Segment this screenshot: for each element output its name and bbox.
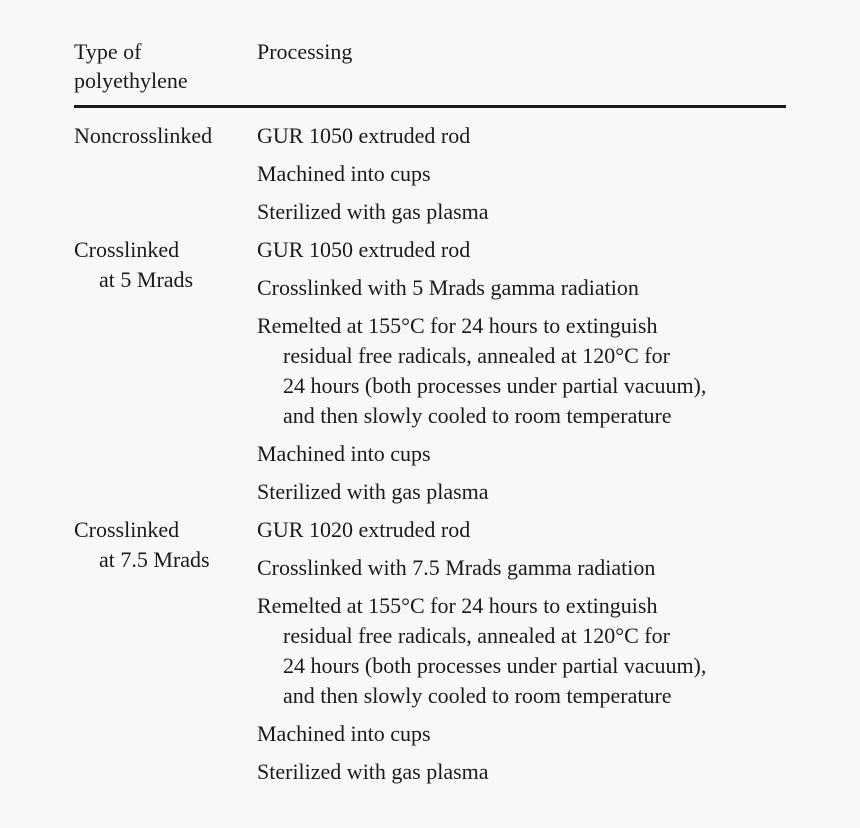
processing-step-line: GUR 1050 extruded rod [257,123,471,148]
processing-step [257,159,786,189]
processing-step-line: Remelted at 155°C for 24 hours to extinguish [257,593,658,618]
processing-step [257,439,786,469]
polyethylene-type-line: Noncrosslinked [74,123,213,148]
processing-step [257,121,786,151]
processing-step [257,235,786,265]
processing-step [257,757,786,787]
polyethylene-type-line: at 5 Mrads [99,267,194,292]
processing-step-line: residual free radicals, annealed at 120°C for [283,623,670,648]
processing-step [257,553,786,583]
processing-step [257,591,786,711]
processing-step-line: and then slowly cooled to room temperature [283,683,672,708]
processing-step [257,273,786,303]
processing-header: Processing [257,39,353,64]
processing-step-line: Machined into cups [257,161,431,186]
processing-step-line: Sterilized with gas plasma [257,479,489,504]
polyethylene-type [74,515,257,795]
table-body [74,108,786,795]
table-row [74,121,786,235]
table-header [74,37,786,105]
processing-step-line: GUR 1020 extruded rod [257,517,471,542]
processing-steps [257,515,786,795]
processing-step-line: Machined into cups [257,721,431,746]
processing-step-line: Machined into cups [257,441,431,466]
processing-step-line: residual free radicals, annealed at 120°C for [283,343,670,368]
processing-step-line: Sterilized with gas plasma [257,199,489,224]
type-header [74,37,257,105]
processing-step-line: Remelted at 155°C for 24 hours to extinguish [257,313,658,338]
processing-step-line: 24 hours (both processes under partial vacuum), [283,653,707,678]
polyethylene-type-line: Crosslinked [74,237,180,262]
type-header-line-1: Type of [74,39,142,64]
processing-step [257,515,786,545]
processing-step-line: Crosslinked with 7.5 Mrads gamma radiation [257,555,656,580]
processing-step-line: 24 hours (both processes under partial vacuum), [283,373,707,398]
table-row [74,515,786,795]
processing-step-line: GUR 1050 extruded rod [257,237,471,262]
processing-step-line: and then slowly cooled to room temperature [283,403,672,428]
processing-step-line: Sterilized with gas plasma [257,759,489,784]
polyethylene-type [74,235,257,515]
processing-table [74,37,786,795]
processing-step [257,477,786,507]
table-row [74,235,786,515]
type-header-line-2: polyethylene [74,68,188,93]
polyethylene-type [74,121,257,235]
processing-step [257,197,786,227]
polyethylene-type-line: at 7.5 Mrads [99,547,210,572]
processing-step-line: Crosslinked with 5 Mrads gamma radiation [257,275,639,300]
processing-step [257,719,786,749]
polyethylene-type-line: Crosslinked [74,517,180,542]
processing-step [257,311,786,431]
processing-steps [257,121,786,235]
processing-steps [257,235,786,515]
